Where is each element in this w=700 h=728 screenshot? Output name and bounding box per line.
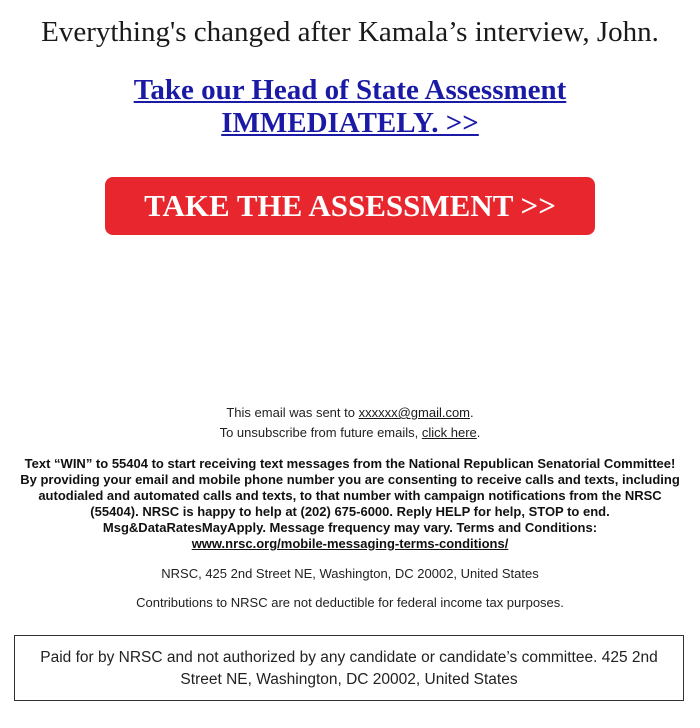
paid-for-disclaimer-box bbox=[14, 635, 684, 701]
paid-for-text: Paid for by NRSC and not authorized by any candidate or candidate’s committee. 425 2nd Street NE, Washington, DC 20002, United States bbox=[40, 649, 658, 688]
mailing-address: NRSC, 425 2nd Street NE, Washington, DC 20002, United States bbox=[161, 566, 539, 581]
take-assessment-button[interactable]: TAKE THE ASSESSMENT >> bbox=[105, 177, 595, 235]
email-headline: Everything's changed after Kamala’s interview, John. bbox=[41, 16, 659, 48]
recipient-email-link[interactable]: xxxxxx@gmail.com bbox=[358, 405, 471, 420]
unsubscribe-suffix: . bbox=[476, 425, 481, 440]
contributions-notice: Contributions to NRSC are not deductible for federal income tax purposes. bbox=[136, 595, 564, 610]
unsubscribe-link[interactable]: click here bbox=[421, 425, 477, 440]
sms-disclaimer-text: Text “WIN” to 55404 to start receiving text messages from the National Republican Senatorial Committee! By providing your email and mobile phone number you are consenting to receive calls and texts, including autodialed and automated calls and texts, to that number with campaign notifications from the NRSC (55404). NRSC is happy to help at (202) 675-6000. Reply HELP for help, STOP to end. Msg&DataRatesMayApply. Message frequency may vary. Terms and Conditions: bbox=[20, 456, 680, 535]
unsubscribe-line bbox=[0, 423, 700, 443]
sent-prefix: This email was sent to bbox=[226, 405, 359, 420]
sent-to-line bbox=[0, 403, 700, 423]
terms-conditions-link[interactable]: www.nrsc.org/mobile-messaging-terms-conditions/ bbox=[191, 536, 509, 551]
unsubscribe-prefix: To unsubscribe from future emails, bbox=[219, 425, 422, 440]
assessment-link[interactable]: Take our Head of State Assessment IMMEDIATELY. >> bbox=[133, 74, 567, 139]
sent-suffix: . bbox=[470, 405, 474, 420]
sms-disclaimer bbox=[18, 456, 682, 552]
